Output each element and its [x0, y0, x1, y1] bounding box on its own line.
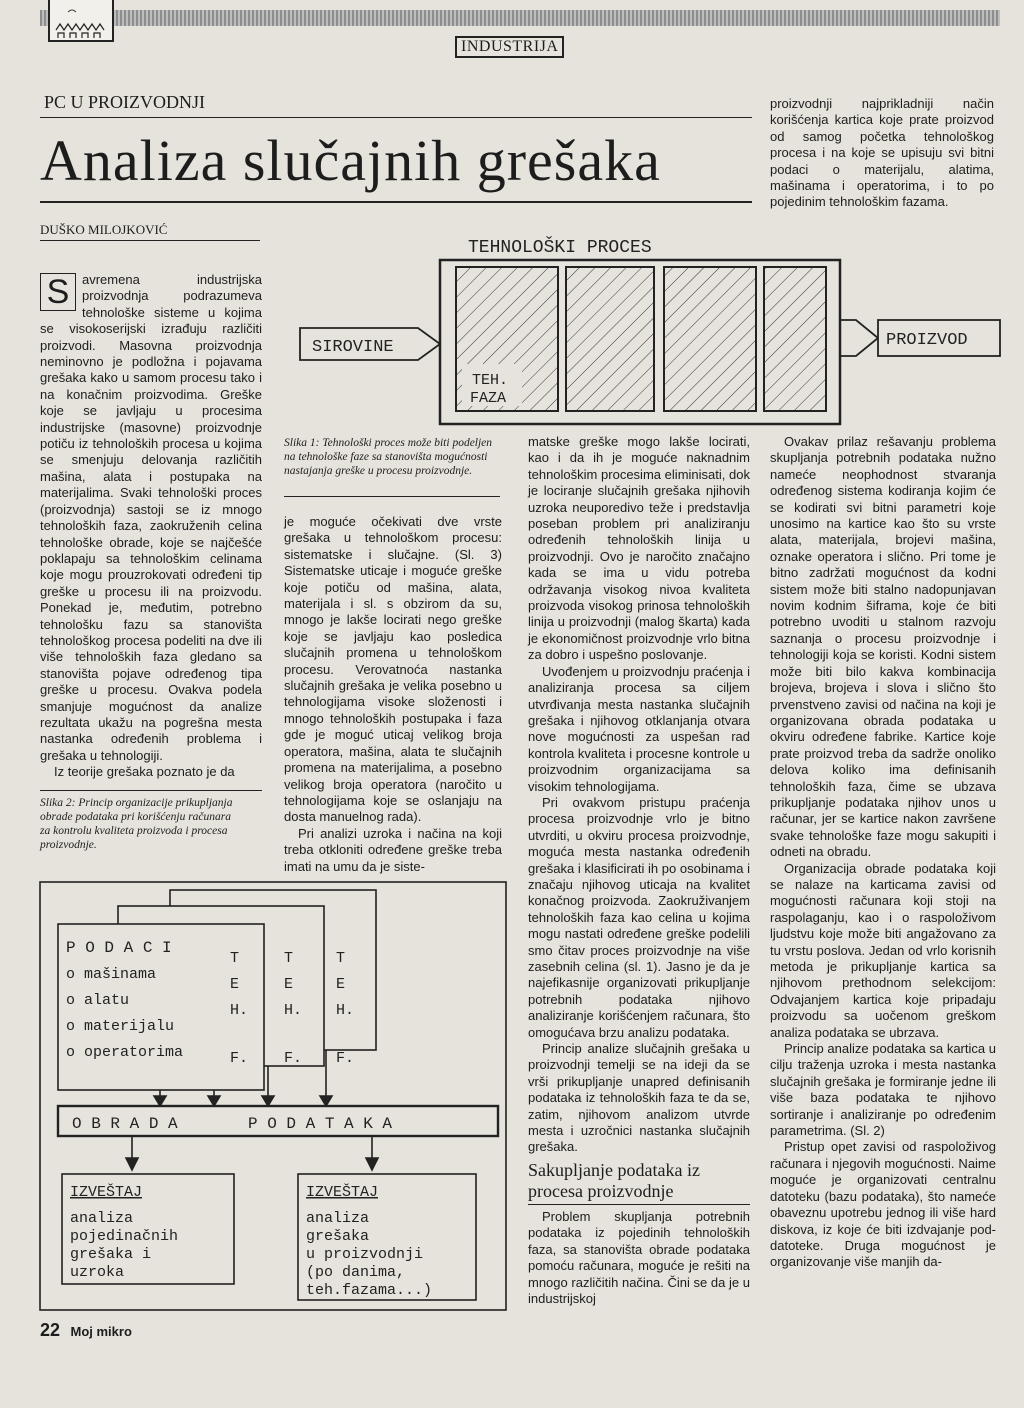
- kicker: PC U PROIZVODNJI: [44, 92, 206, 112]
- col4-paragraph-4: Pristup opet zavisi od raspoloživog računara i njegovih mogućnosti. Naime moguće je organizovati centralnu datoteku (bazu podataka), što nameće obaveznu upotrebu jednog ili više hard diskova, iz koje će biti izdvajanje pod-datoteke. Druga mogućnost je organizovanje više manjih da-: [770, 1139, 996, 1270]
- section-label: INDUSTRIJA: [455, 36, 564, 58]
- col2-paragraph-1: je moguće očekivati dve vrste grešaka u tehnološkom procesu: sistematske i slučajne. (Sl. 3) Sistematske uticaje i moguće greške koje potiču od mašina, alata, materijala i sl. s obzirom da su, mnogo je lakše locirati nego greške koje se javljaju kao posledica slučajnih promena u tehnološkom procesu. Verovatnoća nastanka slučajnih grešaka je velika posebno u tehnologijama visoke složenosti i mnogo tehnoloških postupaka i faza gde je moguć uticaj velikog broja operatora, mašina, alata te slučajnih promena na materijalima, a posebno velikog broja operatora (naročito u tehnologijama koje se oslanjaju na dosta manuelnog rada).: [284, 514, 502, 825]
- svg-text:E: E: [230, 976, 240, 993]
- svg-text:H.: H.: [284, 1002, 303, 1019]
- card-item-1: o mašinama: [66, 966, 157, 983]
- phase-label-1: TEH.: [472, 372, 509, 389]
- kicker-rule: [40, 117, 752, 118]
- figure-2-caption: Slika 2: Princip organizacije prikupljanja obrade podataka pri korišćenju računara za kontrolu kvaliteta proizvoda i procesa proizvodnje.: [40, 797, 233, 851]
- card-item-2: o alatu: [66, 992, 130, 1009]
- svg-text:E: E: [336, 976, 346, 993]
- phase-box-3: [664, 267, 756, 411]
- col3-paragraph-3: Pri ovakvom pristupu praćenja procesa proizvodnje vrlo je bitno utvrditi, u okviru procesa proizvodnje, moguća mesta nastanka određenih grešaka i klasificirati ih po osobinama i značaju njihovog uticaja na kvalitet konačnog proizvoda. Zaokruživanjem tehnoloških faza kao celina u kojima mogu nastati određene greške podelili smo čitav proces proizvodnje na više zasebnih celina (sl. 1). Jasno je da je najefikasnije organizovati prikupljanje potrebnih podataka njihovo analiziranje korišćenjem računara, što omogućava brzu analizu podataka.: [528, 794, 750, 1040]
- drop-cap: S: [40, 273, 76, 311]
- report-1-line-4: uzroka: [70, 1264, 125, 1281]
- caption-1-rule: [284, 496, 500, 497]
- subheading: Sakupljanje podataka iz procesa proizvodnje: [528, 1160, 750, 1205]
- footer: [40, 1320, 132, 1341]
- factory-icon: [50, 0, 112, 40]
- report-1-line-3: grešaka i: [70, 1246, 152, 1263]
- col1-paragraph-1: avremena industrijska proizvodnja podrazumeva tehnološke sisteme u kojima se visokoserijski izrađuju različiti proizvodi. Masovna proizvodnja neminovno je podložna i pojavama grešaka kako u samom procesu tako i na konačnim proizvodima. Greške koje se javljaju u procesima industrijske (masovne) proizvodnje potiču iz tehnoloških procesa u kojima se smenjuju delovanja različitih mašina, alata i postupaka na materijalima. Svaki tehnološki proces (proizvodnja) sastoji se iz mnogo tehnoloških faza, zaokruženih celina tehnološke obrade, koje se najčešće poklapaju sa tehnološkim celinama koje mogu prouzrokovati određeni tip greške u procesu ili na proizvodu. Ponekad je, međutim, potrebno tehnološku fazu sa stanovišta tehnološkog procesa podeliti na dve ili više tehnoloških faza gledano sa stanovišta pojave određenog tipa greške u procesu. Ovakva podela smanjuje mogućnost da analize rezultata ukažu na pogrešna mesta nastanka određenih problema i grešaka u tehnologiji.: [40, 272, 262, 763]
- report-1-title: IZVEŠTAJ: [70, 1184, 143, 1201]
- report-2-line-5: teh.fazama...): [306, 1282, 433, 1299]
- col3-paragraph-2: Uvođenjem u proizvodnju praćenja i analiziranja procesa sa ciljem utvrđivanja mesta nastanka slučajnih grešaka i njihovog otklanjanja otvara nove mogućnosti za uspešan rad kontrola kvaliteta i procesne kontrole u proizvodnim organizacijama sa visokim tehnologijama.: [528, 663, 750, 794]
- col2-paragraph-2: Pri analizi uzroka i načina na koji treba otkloniti određene greške treba imati na umu da je siste-: [284, 825, 502, 874]
- fig1-title: TEHNOLOŠKI PROCES: [468, 238, 652, 258]
- output-label: PROIZVOD: [886, 331, 968, 350]
- svg-text:H.: H.: [336, 1002, 355, 1019]
- author: DUŠKO MILOJKOVIĆ: [40, 222, 168, 237]
- col4-paragraph-3: Princip analize podataka sa kartica u cilju traženja uzroka i mesta nastanka slučajnih grešaka je formiranje jedne ili više baza podataka te njihovo sortiranje i analiziranje po određenim parametrima. (Sl. 2): [770, 1041, 996, 1139]
- svg-text:T: T: [336, 950, 346, 967]
- figure-2-diagram: [36, 878, 510, 1314]
- col3-paragraph-5: Problem skupljanja potrebnih podataka iz pojedinih tehnoloških faza, sa stanovišta obrade podataka pomoću računara, moguće je rešiti na mnogo različitih načina. Čini se da je u industrijskoj: [528, 1208, 750, 1306]
- svg-text:E: E: [284, 976, 294, 993]
- svg-text:T: T: [230, 950, 240, 967]
- header-band: [40, 10, 1000, 26]
- svg-text:F.: F.: [336, 1050, 355, 1067]
- col3-paragraph-4: Princip analize slučajnih grešaka u proizvodnji temelji se na ideji da se vrši prikupljanje unapred definisanih podataka iz tehnoloških faza te da se, zatim, njihovom analizom utvrde mesta i uzročnici nastanka slučajnih grešaka.: [528, 1041, 750, 1155]
- processing-label-b: P O D A T A K A: [248, 1115, 393, 1133]
- report-2-line-4: (po danima,: [306, 1264, 406, 1281]
- report-arrows: [126, 1136, 378, 1170]
- card-item-4: o operatorima: [66, 1044, 184, 1061]
- processing-label-a: O B R A D A: [72, 1115, 178, 1133]
- svg-text:T: T: [284, 950, 294, 967]
- title-rule: [40, 201, 752, 203]
- column-4: [770, 434, 996, 1271]
- column-3: [528, 434, 750, 1307]
- svg-text:F.: F.: [230, 1050, 249, 1067]
- output-arrow: [840, 320, 878, 356]
- col4-paragraph-1: Ovakav prilaz rešavanju problema skupljanja potrebnih podataka nužno nameće neophodnost stvaranja određenog sistema kodiranja kojim će se kodirati svi bitni parametri koje unosimo na kartice kao što su vrste alata, materijala, brojevi mašina, oznake operatora i slično. Pri tome je bitno zadržati mogućnost da kodni sistem može biti stalno nadopunjavan novim kodnim šiframa, koje će biti potrebno uvoditi u stalnom razvoju saznanja o procesu proizvodnje i tehnologiji koja se koristi. Kodni sistem može biti bilo kakva kombinacija brojeva, brojeva i slova i slično što prvenstveno zavisi od načina na koji je organizovana obrada podataka u okviru određene fabrike. Kartice koje prate proizvod treba da sadrže onoliko delova koliko ima definisanih tehnoloških faza, čime se ubzava prikupljanje podataka njihov unos u računar, jer se kartice nakon završene svake tehnološke faze mogu sakupiti i odneti na obradu.: [770, 434, 996, 860]
- section-logo: [48, 0, 114, 42]
- report-1-line-1: analiza: [70, 1210, 134, 1227]
- col3-paragraph-1: matske greške mogo lakše locirati, kao i da ih je moguće naknadnim tehnološkim procesima eliminisati, dok je lociranje slučajnih grešaka njihovih uzroka neuporedivo teže i predstavlja poseban problem pri analiziranju određenih tehnoloških linija u proizvodnji. Ovo je naročito značajno kada se ima u vidu potreba održavanja visokog nivoa kvaliteta proizvoda visokog prinosa tehnoloških linija u proizvodnji (malog škarta) kada je ekonomičnost proizvodnje vrlo bitna za dobro i uspešno poslovanje.: [528, 434, 750, 663]
- author-rule: [40, 240, 260, 241]
- top-right-text: proizvodnji najprikladniji način korišćenja kartica koje prate proizvod od samog početka tehnološkog procesa i na koje se upisuju svi bitni podaci o materijalu, alatima, mašinama i operatorima, i to po pojedinim tehnološkim fazama.: [770, 96, 994, 210]
- page-title: Analiza slučajnih grešaka: [40, 128, 661, 193]
- column-2: [284, 514, 502, 875]
- page-number: 22: [40, 1320, 61, 1340]
- report-2-title: IZVEŠTAJ: [306, 1184, 379, 1201]
- svg-text:F.: F.: [284, 1050, 303, 1067]
- input-label: SIROVINE: [312, 338, 394, 357]
- report-2-line-1: analiza: [306, 1210, 370, 1227]
- figure-1-caption: Slika 1: Tehnološki proces može biti podeljen na tehnološke faze sa stanovišta mogućnosti nastajanja greške u procesu proizvodnje.: [284, 437, 493, 477]
- svg-text:H.: H.: [230, 1002, 249, 1019]
- report-2-line-3: u proizvodnji: [306, 1246, 424, 1263]
- report-1-line-2: pojedinačnih: [70, 1228, 179, 1245]
- phase-box-4: [764, 267, 826, 411]
- col1-paragraph-2: Iz teorije grešaka poznato je da: [54, 764, 235, 780]
- column-1: [40, 272, 262, 781]
- caption-2-top-rule: [40, 790, 262, 791]
- card-item-3: o materijalu: [66, 1018, 175, 1035]
- magazine-name: Moj mikro: [70, 1324, 132, 1339]
- report-2-line-2: grešaka: [306, 1228, 370, 1245]
- col4-paragraph-2: Organizacija obrade podataka koji se nalaze na karticama zavisi od mogućnosti računara koji stoji na raspolaganju, kao i o raspoloživom ljudstvu koje može biti angažovano za tu vrstu poslova. Jedan od vrlo korisnih metoda je prikupljanje kartica sa njihovom prethodnom selekcijom: Odvajanjem kartica koje pripadaju proizvodu sa uočenom greškom analiza podataka se ubrzava.: [770, 860, 996, 1040]
- phase-box-2: [566, 267, 654, 411]
- figure-1-diagram: [290, 230, 1010, 430]
- phase-label-2: FAZA: [470, 390, 507, 407]
- card-title: P O D A C I: [66, 939, 172, 957]
